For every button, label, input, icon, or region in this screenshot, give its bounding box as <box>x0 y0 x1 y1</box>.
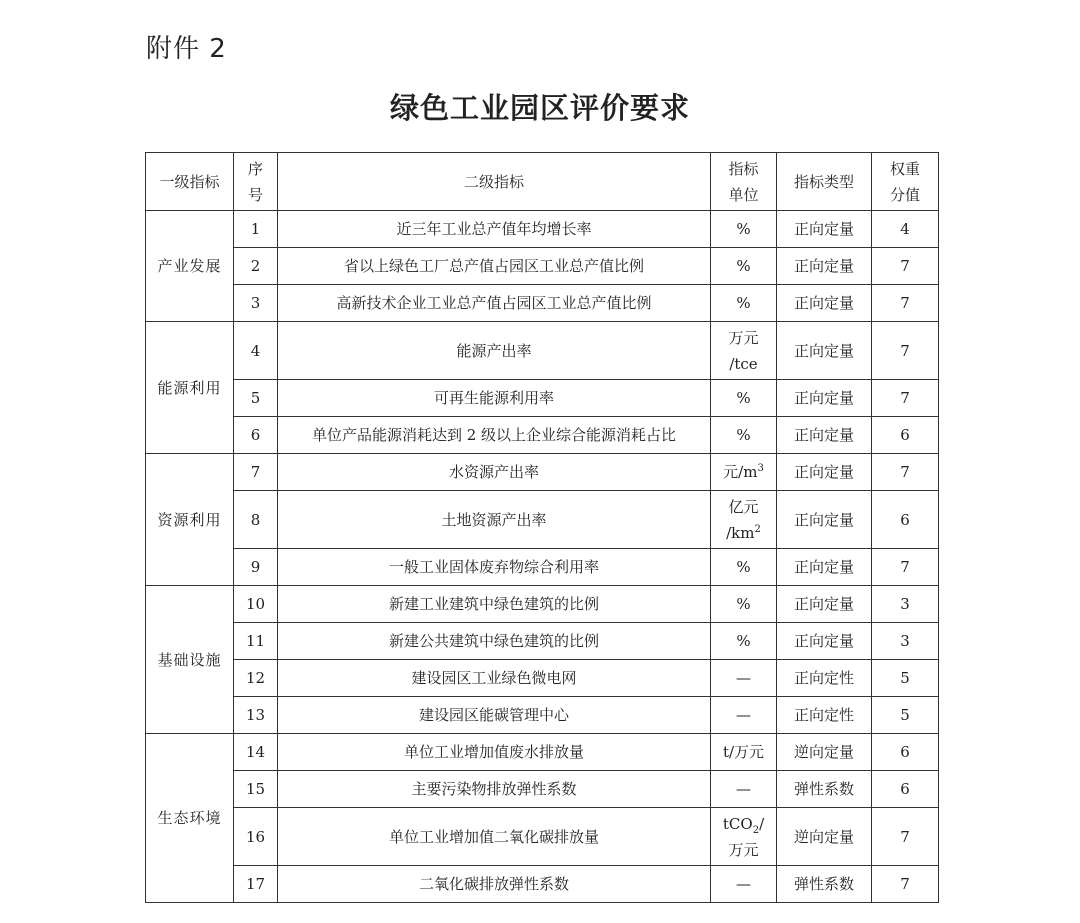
unit-cell: % <box>711 417 777 454</box>
seq-cell: 1 <box>234 211 278 248</box>
type-cell: 正向定量 <box>777 248 872 285</box>
evaluation-table <box>145 152 939 903</box>
seq-cell: 15 <box>234 771 278 808</box>
category-cell: 资源利用 <box>146 454 234 586</box>
table-row <box>146 491 939 549</box>
table-row <box>146 623 939 660</box>
category-cell: 基础设施 <box>146 586 234 734</box>
weight-cell: 7 <box>872 454 939 491</box>
table-row <box>146 248 939 285</box>
indicator-cell: 省以上绿色工厂总产值占园区工业总产值比例 <box>278 248 711 285</box>
indicator-cell: 可再生能源利用率 <box>278 380 711 417</box>
type-cell: 正向定量 <box>777 491 872 549</box>
seq-cell: 3 <box>234 285 278 322</box>
weight-cell: 6 <box>872 771 939 808</box>
table-row <box>146 808 939 866</box>
weight-cell: 6 <box>872 491 939 549</box>
table-header-row <box>146 153 939 211</box>
header-level1: 一级指标 <box>146 153 234 211</box>
seq-cell: 6 <box>234 417 278 454</box>
type-cell: 逆向定量 <box>777 808 872 866</box>
unit-cell: % <box>711 549 777 586</box>
header-type: 指标类型 <box>777 153 872 211</box>
weight-cell: 7 <box>872 285 939 322</box>
table-row <box>146 586 939 623</box>
indicator-cell: 新建工业建筑中绿色建筑的比例 <box>278 586 711 623</box>
seq-cell: 12 <box>234 660 278 697</box>
unit-cell: % <box>711 211 777 248</box>
unit-cell: 万元 /tce <box>711 322 777 380</box>
indicator-cell: 主要污染物排放弹性系数 <box>278 771 711 808</box>
weight-cell: 7 <box>872 248 939 285</box>
table-row <box>146 734 939 771</box>
table-row <box>146 549 939 586</box>
unit-cell: % <box>711 248 777 285</box>
weight-cell: 7 <box>872 549 939 586</box>
seq-cell: 11 <box>234 623 278 660</box>
weight-cell: 4 <box>872 211 939 248</box>
type-cell: 正向定量 <box>777 211 872 248</box>
unit-cell: t/万元 <box>711 734 777 771</box>
table-row <box>146 697 939 734</box>
header-unit: 指标 单位 <box>711 153 777 211</box>
seq-cell: 9 <box>234 549 278 586</box>
indicator-cell: 一般工业固体废弃物综合利用率 <box>278 549 711 586</box>
category-cell: 产业发展 <box>146 211 234 322</box>
seq-cell: 16 <box>234 808 278 866</box>
unit-cell: — <box>711 771 777 808</box>
type-cell: 正向定量 <box>777 454 872 491</box>
weight-cell: 3 <box>872 623 939 660</box>
table-row <box>146 285 939 322</box>
seq-cell: 14 <box>234 734 278 771</box>
indicator-cell: 能源产出率 <box>278 322 711 380</box>
type-cell: 正向定量 <box>777 549 872 586</box>
seq-cell: 5 <box>234 380 278 417</box>
table-row <box>146 454 939 491</box>
unit-cell: % <box>711 285 777 322</box>
type-cell: 逆向定量 <box>777 734 872 771</box>
table-row <box>146 211 939 248</box>
unit-cell: — <box>711 866 777 903</box>
unit-cell: 亿元 $/km^2$ <box>711 491 777 549</box>
weight-cell: 7 <box>872 322 939 380</box>
weight-cell: 5 <box>872 660 939 697</box>
type-cell: 正向定量 <box>777 285 872 322</box>
header-seq: 序 号 <box>234 153 278 211</box>
category-cell: 能源利用 <box>146 322 234 454</box>
indicator-cell: 高新技术企业工业总产值占园区工业总产值比例 <box>278 285 711 322</box>
weight-cell: 6 <box>872 417 939 454</box>
header-level2: 二级指标 <box>278 153 711 211</box>
annex-label: 附件 2 <box>146 34 227 64</box>
type-cell: 正向定量 <box>777 380 872 417</box>
indicator-cell: 水资源产出率 <box>278 454 711 491</box>
weight-cell: 7 <box>872 380 939 417</box>
seq-cell: 17 <box>234 866 278 903</box>
header-weight: 权重 分值 <box>872 153 939 211</box>
seq-cell: 7 <box>234 454 278 491</box>
table-row <box>146 322 939 380</box>
type-cell: 正向定量 <box>777 586 872 623</box>
table-row <box>146 771 939 808</box>
weight-cell: 3 <box>872 586 939 623</box>
table-row <box>146 660 939 697</box>
seq-cell: 13 <box>234 697 278 734</box>
type-cell: 正向定量 <box>777 322 872 380</box>
seq-cell: 2 <box>234 248 278 285</box>
weight-cell: 5 <box>872 697 939 734</box>
unit-cell: — <box>711 660 777 697</box>
indicator-cell: 新建公共建筑中绿色建筑的比例 <box>278 623 711 660</box>
type-cell: 正向定性 <box>777 697 872 734</box>
type-cell: 正向定性 <box>777 660 872 697</box>
seq-cell: 8 <box>234 491 278 549</box>
unit-cell: % <box>711 586 777 623</box>
indicator-cell: 单位产品能源消耗达到 2 级以上企业综合能源消耗占比 <box>278 417 711 454</box>
type-cell: 弹性系数 <box>777 771 872 808</box>
weight-cell: 7 <box>872 808 939 866</box>
indicator-cell: 建设园区能碳管理中心 <box>278 697 711 734</box>
category-cell: 生态环境 <box>146 734 234 903</box>
document-title: 绿色工业园区评价要求 <box>389 91 690 125</box>
weight-cell: 7 <box>872 866 939 903</box>
seq-cell: 10 <box>234 586 278 623</box>
table-row <box>146 380 939 417</box>
table-row <box>146 866 939 903</box>
indicator-cell: 单位工业增加值废水排放量 <box>278 734 711 771</box>
indicator-cell: 二氧化碳排放弹性系数 <box>278 866 711 903</box>
unit-cell: 元$/m^3$ <box>711 454 777 491</box>
unit-cell: — <box>711 697 777 734</box>
indicator-cell: 土地资源产出率 <box>278 491 711 549</box>
unit-cell: % <box>711 623 777 660</box>
type-cell: 弹性系数 <box>777 866 872 903</box>
unit-cell: % <box>711 380 777 417</box>
indicator-cell: 单位工业增加值二氧化碳排放量 <box>278 808 711 866</box>
indicator-cell: 近三年工业总产值年均增长率 <box>278 211 711 248</box>
unit-cell: tCO$_2$/ 万元 <box>711 808 777 866</box>
weight-cell: 6 <box>872 734 939 771</box>
indicator-cell: 建设园区工业绿色微电网 <box>278 660 711 697</box>
type-cell: 正向定量 <box>777 417 872 454</box>
type-cell: 正向定量 <box>777 623 872 660</box>
table-row <box>146 417 939 454</box>
seq-cell: 4 <box>234 322 278 380</box>
